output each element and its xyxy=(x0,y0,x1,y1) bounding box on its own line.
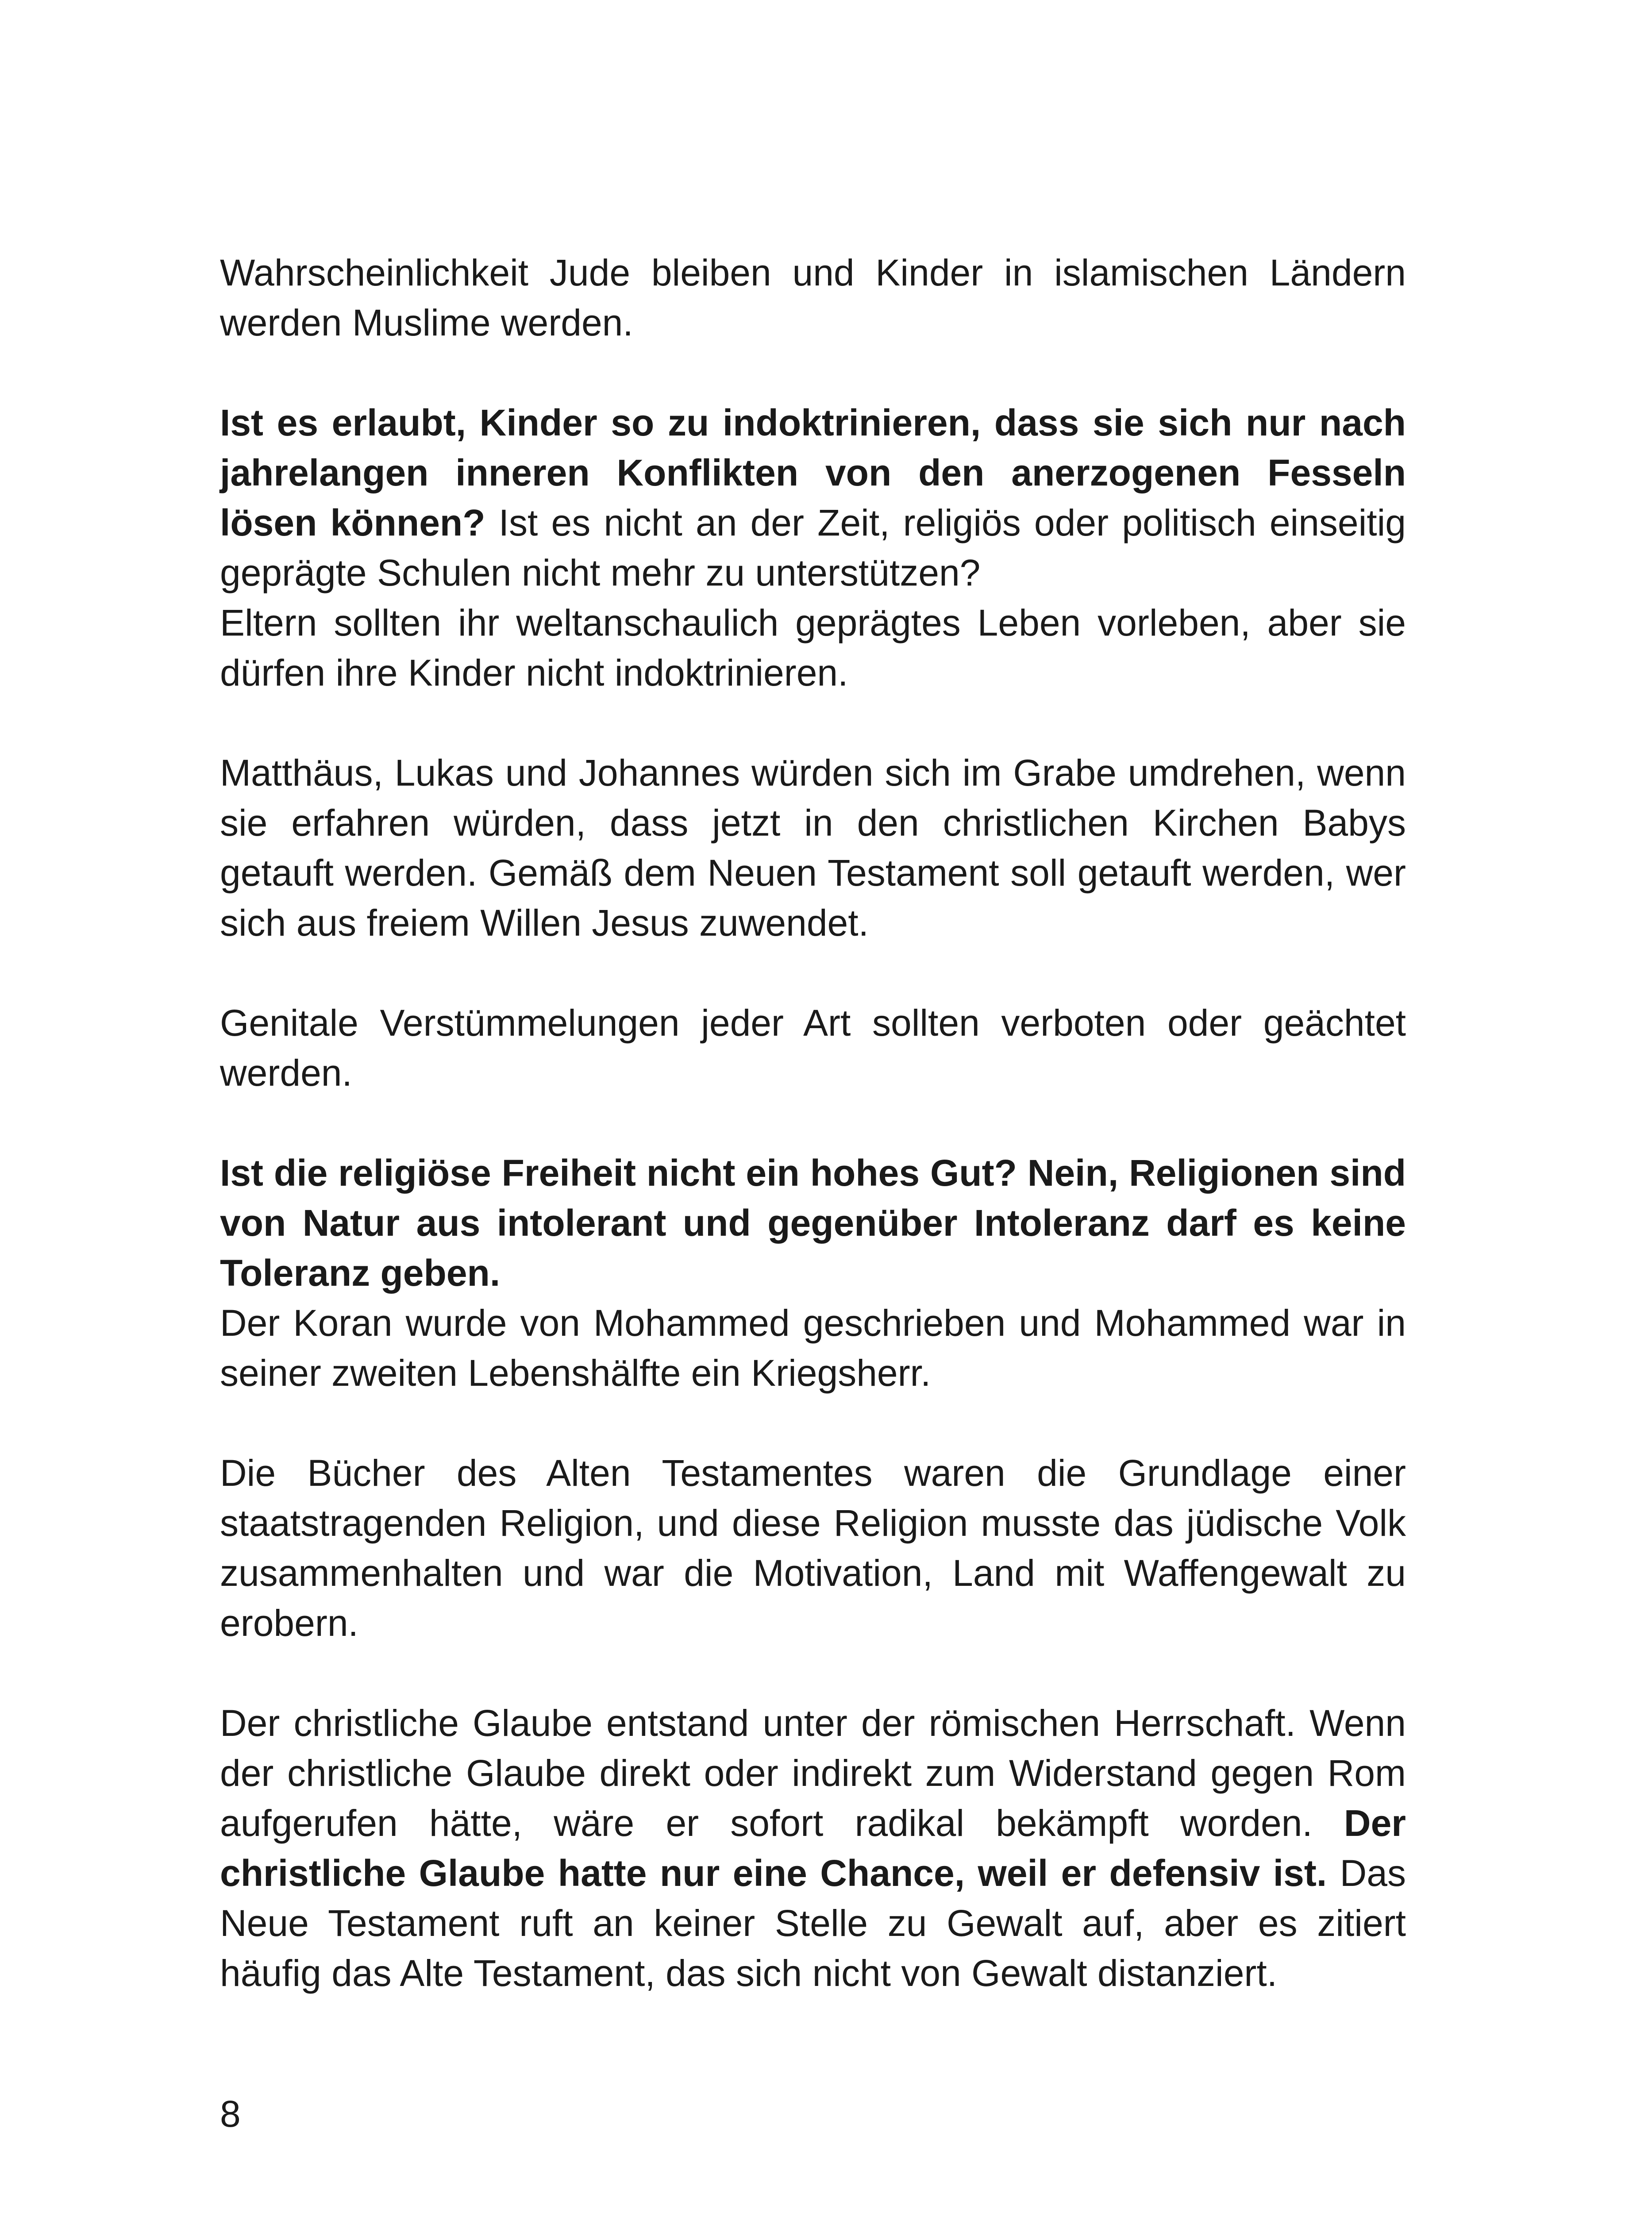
text-segment: Der christliche Glaube entstand unter der römischen Herrschaft. Wenn der christliche Glaube direkt oder indirekt zum Widerstand gegen Rom aufgerufen hätte, wäre er sofort radikal bekämpft worden. xyxy=(220,1702,1406,1844)
text-segment: Der Koran wurde von Mohammed geschrieben und Mohammed war in seiner zweiten Lebenshälfte ein Kriegsherr. xyxy=(220,1302,1406,1394)
bold-statement: Ist die religiöse Freiheit nicht ein hohes Gut? Nein, Religionen sind von Natur aus intolerant und gegenüber Intoleranz darf es keine Toleranz geben. xyxy=(220,1152,1406,1294)
paragraph-5 xyxy=(220,998,1406,1098)
paragraph-3 xyxy=(220,598,1406,698)
paragraph-8 xyxy=(220,1448,1406,1648)
text-segment: Ist es nicht an der Zeit, religiös oder politisch einseitig geprägte Schulen nicht mehr zu unterstützen? xyxy=(220,502,1406,594)
bold-question: Ist es erlaubt, Kinder so zu indoktrinieren, dass sie sich nur nach jahrelangen inneren Konflikten von den anerzogenen Fesseln lösen können? xyxy=(220,402,1406,544)
paragraph-9 xyxy=(220,1698,1406,1998)
text-segment: Die Bücher des Alten Testamentes waren die Grundlage einer staatstragenden Religion, und diese Religion musste das jüdische Volk zusammenhalten und war die Motivation, Land mit Waffengewalt zu erobern. xyxy=(220,1452,1406,1644)
paragraph-4 xyxy=(220,748,1406,948)
text-segment: Eltern sollten ihr weltanschaulich geprägtes Leben vorleben, aber sie dürfen ihre Kinder nicht indoktrinieren. xyxy=(220,602,1406,694)
paragraph-7 xyxy=(220,1298,1406,1398)
paragraph-2 xyxy=(220,398,1406,598)
page-number: 8 xyxy=(220,2093,241,2135)
bold-statement: Der christliche Glaube hatte nur eine Chance, weil er defensiv ist. xyxy=(220,1802,1406,1894)
body-text xyxy=(220,248,1406,2048)
paragraph-6 xyxy=(220,1148,1406,1298)
text-segment: Genitale Verstümmelungen jeder Art sollten verboten oder geächtet werden. xyxy=(220,1002,1406,1094)
text-segment: Das Neue Testament ruft an keiner Stelle zu Gewalt auf, aber es zitiert häufig das Alte Testament, das sich nicht von Gewalt distanziert. xyxy=(220,1852,1406,1994)
paragraph-1 xyxy=(220,248,1406,348)
text-segment: Wahrscheinlichkeit Jude bleiben und Kinder in islamischen Ländern werden Muslime werden. xyxy=(220,252,1406,343)
text-segment: Matthäus, Lukas und Johannes würden sich im Grabe umdrehen, wenn sie erfahren würden, dass jetzt in den christlichen Kirchen Babys getauft werden. Gemäß dem Neuen Testament soll getauft werden, wer sich aus freiem Willen Jesus zuwendet. xyxy=(220,752,1406,944)
